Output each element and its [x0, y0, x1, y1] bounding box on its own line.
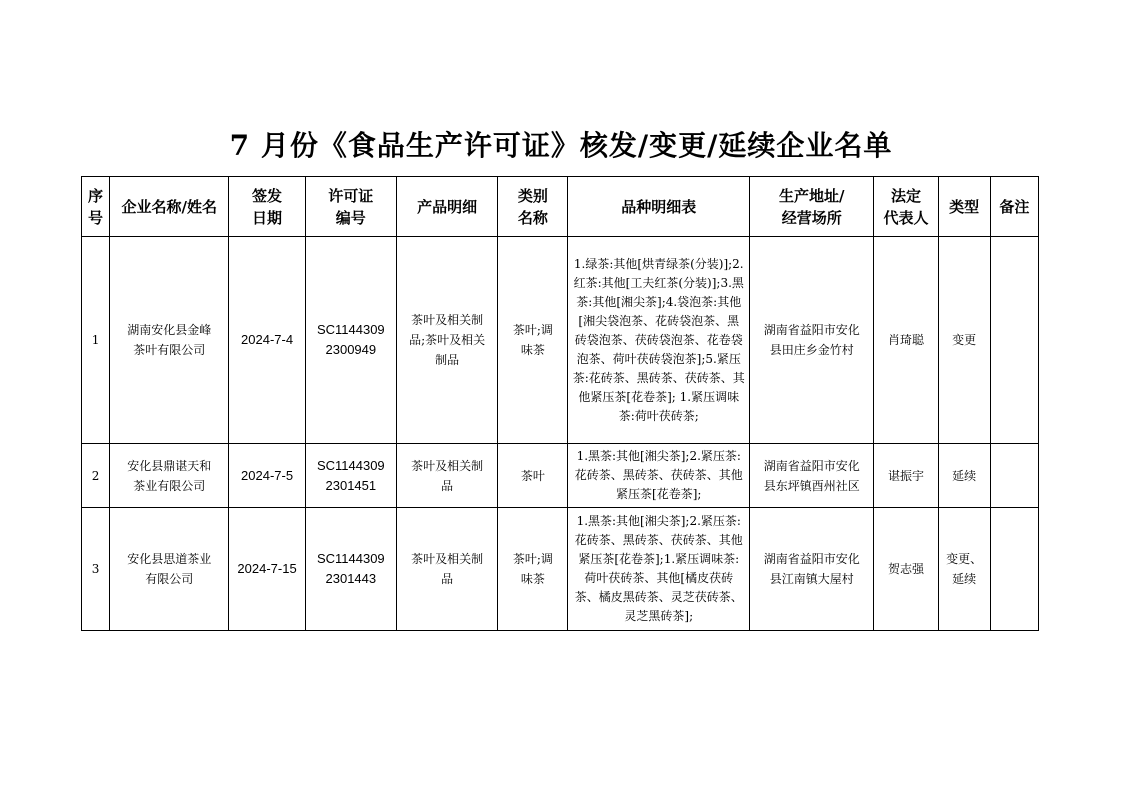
page-title: 7 月份《食品生产许可证》核发/变更/延续企业名单: [229, 129, 893, 162]
cell-category: 茶叶: [498, 444, 568, 508]
cell-varieties: 1.黑茶:其他[湘尖茶];2.紧压茶:花砖茶、黑砖茶、茯砖茶、其他紧压茶[花卷茶];1.紧压调味茶:荷叶茯砖茶、其他[橘皮茯砖茶、橘皮黑砖茶、灵芝茯砖茶、灵芝黑砖茶];: [568, 508, 750, 631]
cell-category: 茶叶;调 味茶: [498, 237, 568, 444]
header-date: 签发 日期: [229, 177, 305, 237]
cell-varieties: 1.绿茶:其他[烘青绿茶(分装)];2.红茶:其他[工夫红茶(分装)];3.黑茶:其他[湘尖茶];4.袋泡茶:其他[湘尖袋泡茶、花砖袋泡茶、黑砖袋泡茶、茯砖袋泡茶、花卷袋泡茶、荷叶茯砖袋泡茶];5.紧压茶:花砖茶、黑砖茶、茯砖茶、其他紧压茶[花卷茶]; 1.紧压调味茶:荷叶茯砖茶;: [568, 237, 750, 444]
cell-product: 茶叶及相关制 品: [396, 508, 497, 631]
cell-company: 安化县思道茶业 有限公司: [110, 508, 229, 631]
header-product: 产品明细: [396, 177, 497, 237]
cell-remark: [990, 444, 1038, 508]
cell-seq: 1: [82, 237, 110, 444]
cell-seq: 2: [82, 444, 110, 508]
cell-license: SC1144309 2301443: [305, 508, 396, 631]
cell-legal-rep: 贺志强: [874, 508, 938, 631]
header-legal-rep: 法定 代表人: [874, 177, 938, 237]
header-seq: 序 号: [82, 177, 110, 237]
table-row: [82, 444, 1039, 508]
cell-seq: 3: [82, 508, 110, 631]
license-table: [81, 176, 1039, 631]
cell-license: SC1144309 2301451: [305, 444, 396, 508]
cell-date: 2024-7-15: [229, 508, 305, 631]
cell-category: 茶叶;调 味茶: [498, 508, 568, 631]
header-varieties: 品种明细表: [568, 177, 750, 237]
header-row: [82, 177, 1039, 237]
cell-product: 茶叶及相关制 品;茶叶及相关 制品: [396, 237, 497, 444]
cell-address: 湖南省益阳市安化 县田庄乡金竹村: [750, 237, 874, 444]
cell-date: 2024-7-4: [229, 237, 305, 444]
header-type: 类型: [938, 177, 990, 237]
cell-remark: [990, 237, 1038, 444]
header-address: 生产地址/ 经营场所: [750, 177, 874, 237]
header-license: 许可证 编号: [305, 177, 396, 237]
cell-license: SC1144309 2300949: [305, 237, 396, 444]
cell-type: 延续: [938, 444, 990, 508]
cell-address: 湖南省益阳市安化 县东坪镇酉州社区: [750, 444, 874, 508]
cell-legal-rep: 谌振宇: [874, 444, 938, 508]
header-company: 企业名称/姓名: [110, 177, 229, 237]
cell-date: 2024-7-5: [229, 444, 305, 508]
cell-legal-rep: 肖琦聪: [874, 237, 938, 444]
table-row: [82, 508, 1039, 631]
cell-varieties: 1.黑茶:其他[湘尖茶];2.紧压茶:花砖茶、黑砖茶、茯砖茶、其他紧压茶[花卷茶];: [568, 444, 750, 508]
cell-type: 变更、 延续: [938, 508, 990, 631]
cell-address: 湖南省益阳市安化 县江南镇大屋村: [750, 508, 874, 631]
table-row: [82, 237, 1039, 444]
cell-company: 湖南安化县金峰 茶叶有限公司: [110, 237, 229, 444]
cell-type: 变更: [938, 237, 990, 444]
header-remark: 备注: [990, 177, 1038, 237]
cell-company: 安化县鼎谌天和 茶业有限公司: [110, 444, 229, 508]
cell-remark: [990, 508, 1038, 631]
header-category: 类别 名称: [498, 177, 568, 237]
cell-product: 茶叶及相关制 品: [396, 444, 497, 508]
